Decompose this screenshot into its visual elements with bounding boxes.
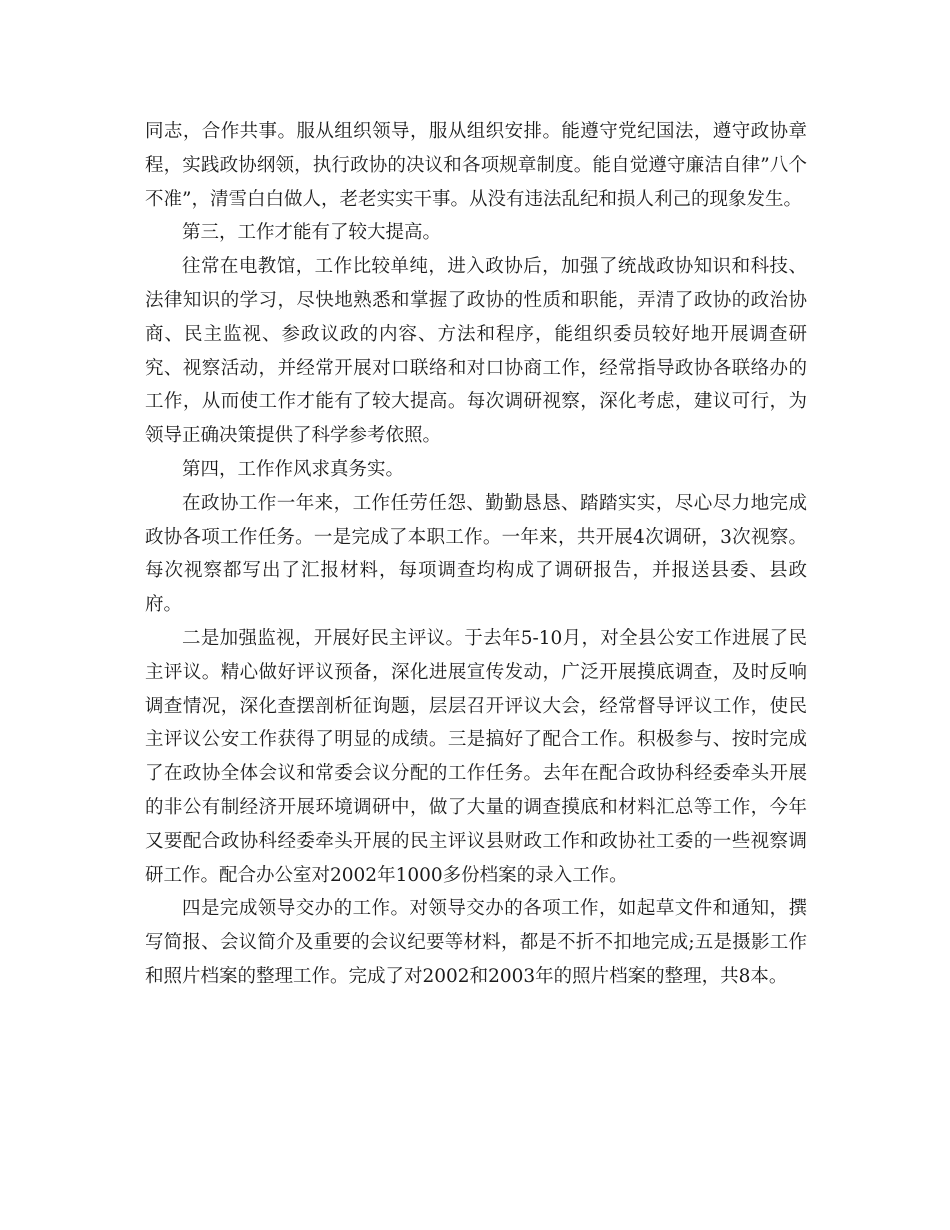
paragraph-assigned-tasks: 四是完成领导交办的工作。对领导交办的各项工作，如起草文件和通知，撰写简报、会议简介及重要的会议纪要等材料，都是不折不扣地完成;五是摄影工作和照片档案的整理工作。完成了对2002和2003年的照片档案的整理，共8本。 bbox=[145, 898, 807, 987]
document-page bbox=[145, 115, 807, 994]
heading-third-point: 第三，工作才能有了较大提高。 bbox=[182, 222, 442, 244]
paragraph-work-ability: 往常在电教馆，工作比较单纯，进入政协后，加强了统战政协知识和科技、法律知识的学习，尽快地熟悉和掌握了政协的性质和职能，弄清了政协的政治协商、民主监视、参政议政的内容、方法和程序，能组织委员较好地开展调查研究、视察活动，并经常开展对口联络和对口协商工作，经常指导政协各联络办的工作，从而使工作才能有了较大提高。每次调研视察，深化考虑，建议可行，为领导正确决策提供了科学参考依照。 bbox=[145, 256, 807, 447]
paragraph-democratic-review: 二是加强监视，开展好民主评议。于去年5-10月，对全县公安工作进展了民主评议。精心做好评议预备，深化进展宣传发动，广泛开展摸底调查，及时反响调查情况，深化查摆剖析征询题，层层召开评议大会，经常督导评议工作，使民主评议公安工作获得了明显的成绩。三是搞好了配合工作。积极参与、按时完成了在政协全体会议和常委会议分配的工作任务。去年在配合政协科经委牵头开展的非公有制经济开展环境调研中，做了大量的调查摸底和材料汇总等工作，今年又要配合政协科经委牵头开展的民主评议县财政工作和政协社工委的一些视察调研工作。配合办公室对2002年1000多份档案的录入工作。 bbox=[145, 627, 807, 886]
paragraph-continuation: 同志，合作共事。服从组织领导，服从组织安排。能遵守党纪国法，遵守政协章程，实践政协纲领，执行政协的决议和各项规章制度。能自觉遵守廉洁自律”八个不准”，清雪白白做人，老老实实干事。从没有违法乱纪和损人利己的现象发生。 bbox=[145, 121, 807, 210]
heading-fourth-point: 第四，工作作风求真务实。 bbox=[182, 458, 405, 480]
paragraph-work-style: 在政协工作一年来，工作任劳任怨、勤勤恳恳、踏踏实实，尽心尽力地完成政协各项工作任务。一是完成了本职工作。一年来，共开展4次调研，3次视察。每次视察都写出了汇报材料，每项调查均构成了调研报告，并报送县委、县政府。 bbox=[145, 492, 807, 616]
